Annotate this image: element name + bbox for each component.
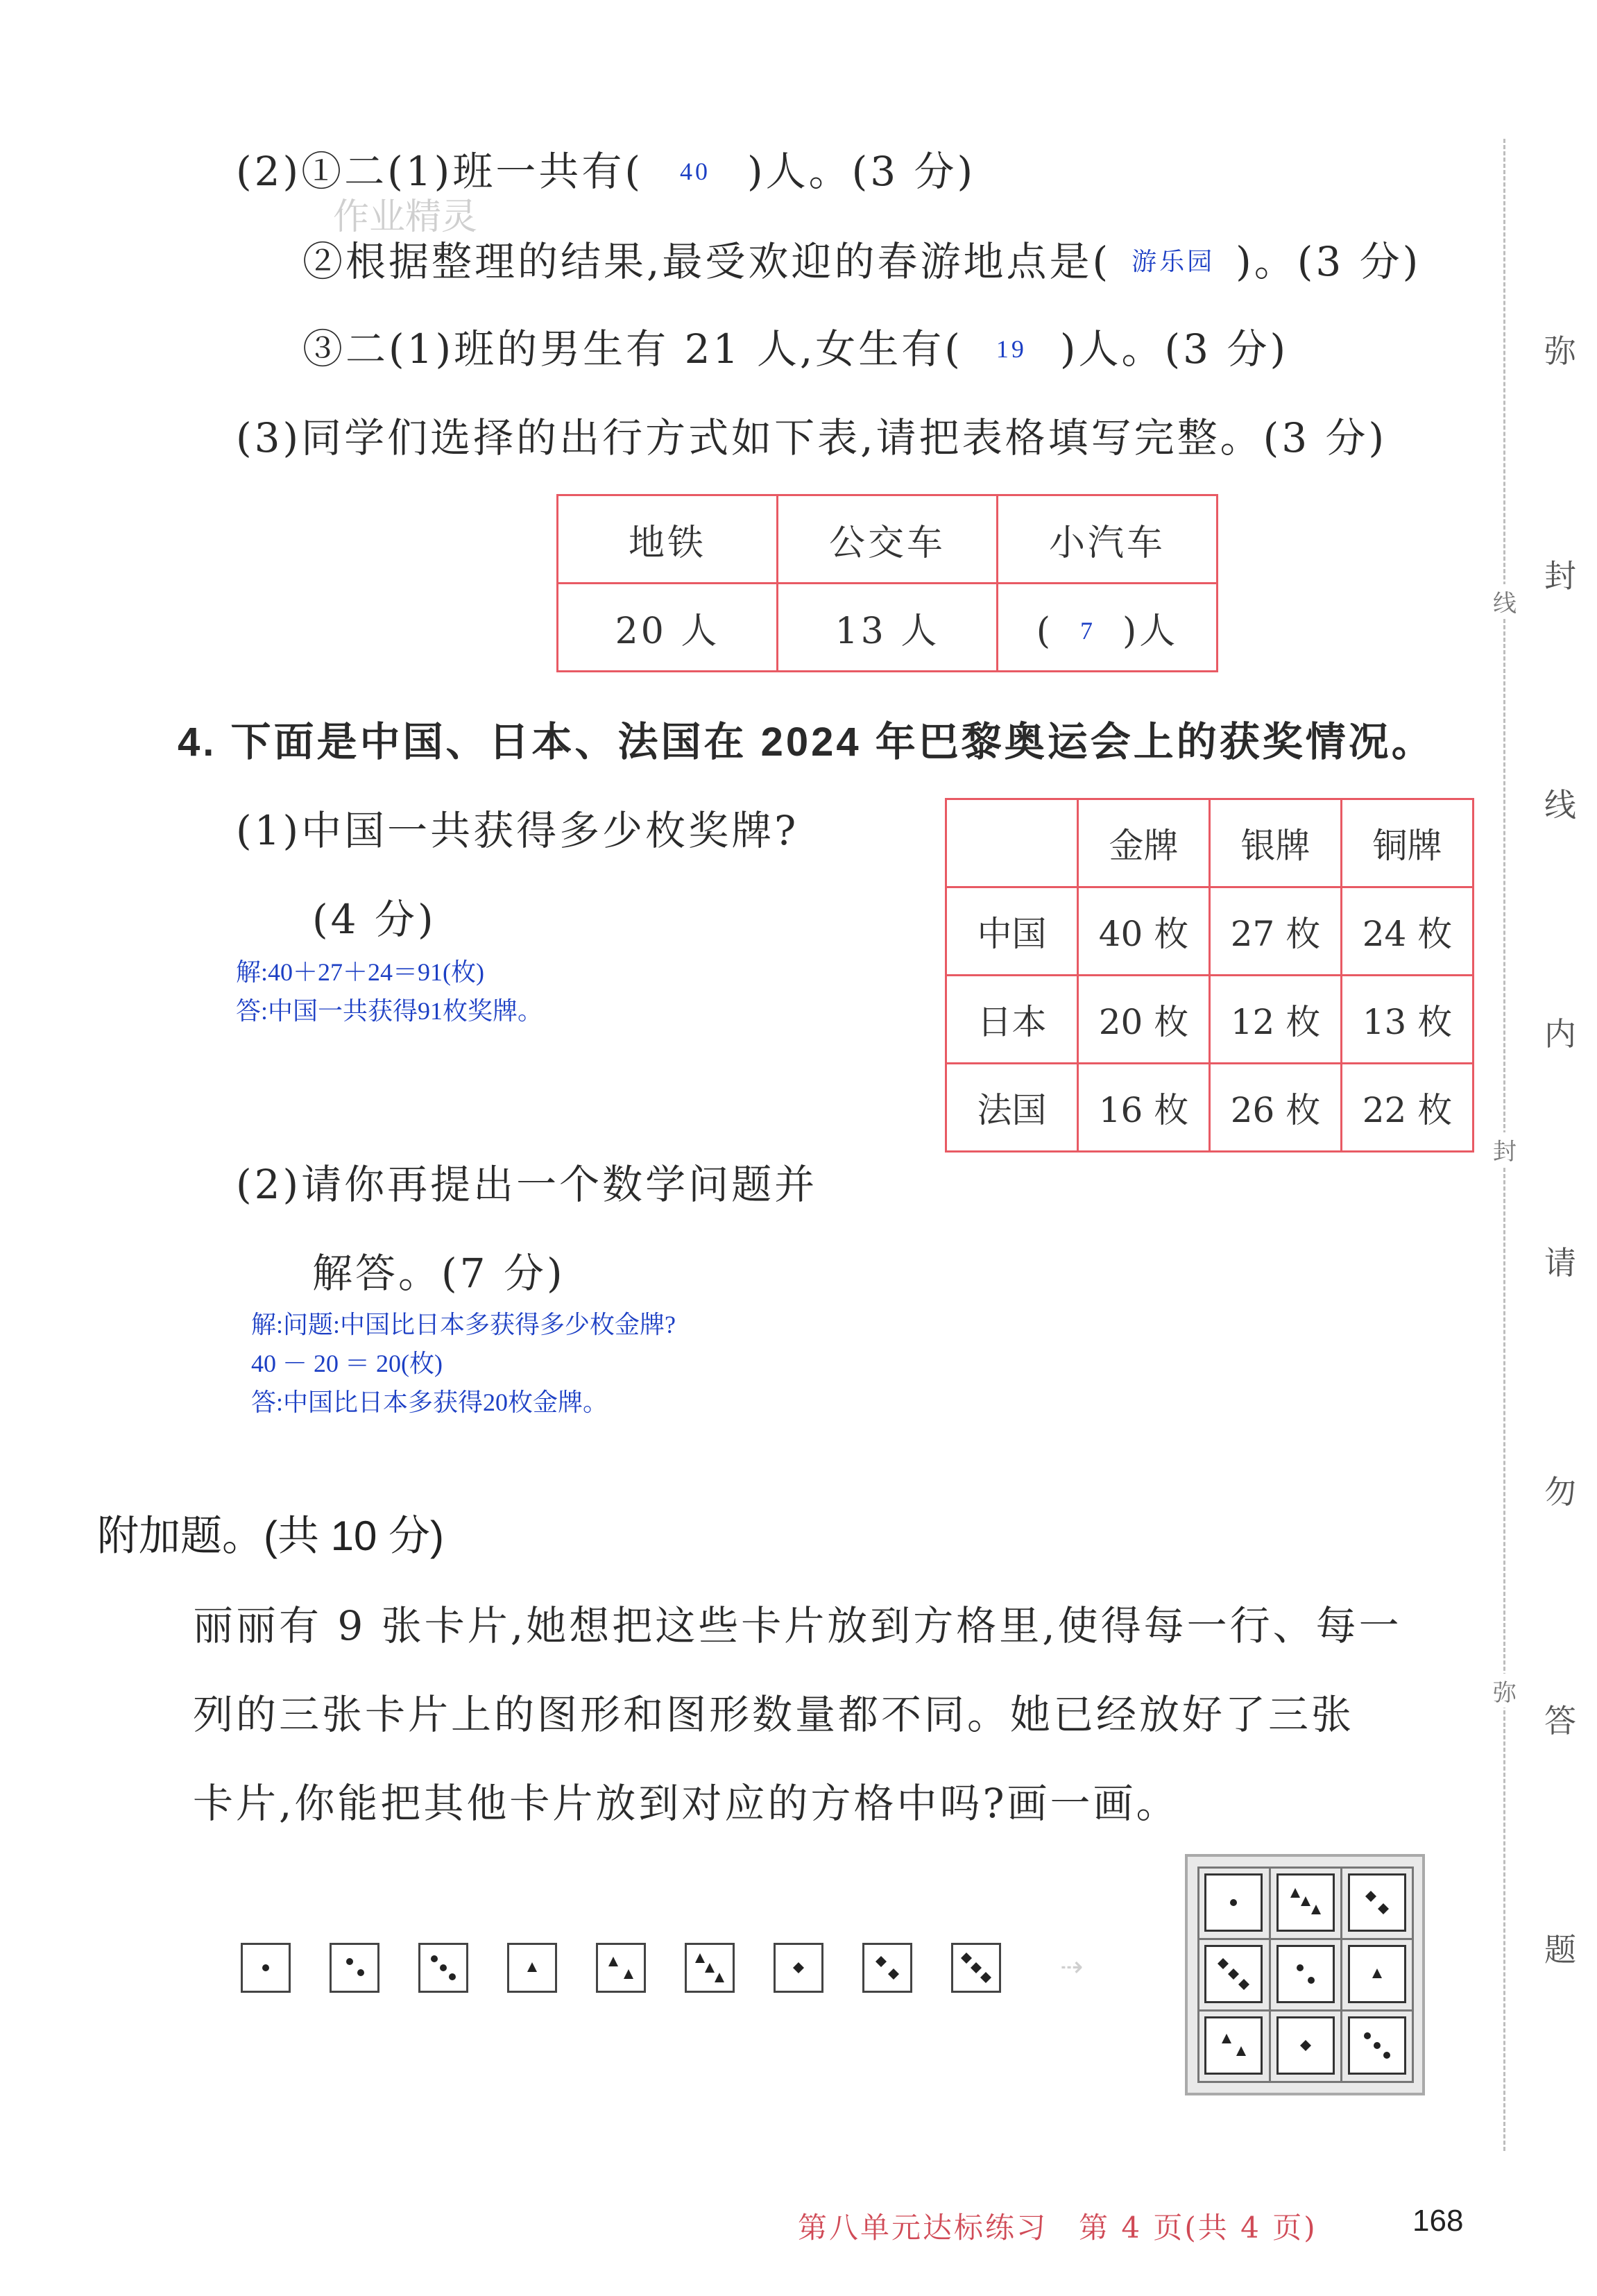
diamond-icon (953, 1945, 999, 1991)
grid-card-triangle-3 (1276, 1873, 1335, 1932)
circle-icon (1206, 1876, 1261, 1930)
binding-char: 线 (1544, 786, 1576, 824)
card-diamond-2 (862, 1943, 912, 1993)
table-cell: 16 枚 (1078, 1064, 1210, 1152)
watermark: 作业精灵 (333, 197, 478, 237)
table-cell: 22 枚 (1342, 1064, 1474, 1152)
medal-table (945, 798, 1474, 1153)
binding-char: 内 (1544, 1015, 1576, 1053)
table-header-cell: 金牌 (1078, 799, 1210, 887)
bonus-title: 附加题。(共 10 分) (97, 1513, 445, 1559)
circle-icon (420, 1945, 466, 1991)
table-header-cell: 公交车 (778, 495, 998, 584)
table-cell: 12 枚 (1210, 976, 1342, 1064)
card-circle-1 (241, 1943, 291, 1993)
table-cell: 26 枚 (1210, 1064, 1342, 1152)
bonus-text-line3: 卡片,你能把其他卡片放到对应的方格中吗?画一画。 (193, 1780, 1179, 1827)
table-cell: 法国 (946, 1064, 1078, 1152)
q4-part1-line1: (1)中国一共获得多少枚奖牌? (236, 807, 799, 854)
answer-class-total: 40 (679, 158, 710, 185)
diamond-icon (1350, 1876, 1404, 1930)
table-header-cell: 银牌 (1210, 799, 1342, 887)
card-diamond-1 (774, 1943, 823, 1993)
grid-card-diamond-2 (1348, 1873, 1406, 1932)
diamond-icon (1279, 2018, 1333, 2073)
q3-part2-item1: (2)①二(1)班一共有( 40 )人。(3 分) (236, 148, 976, 195)
binding-char: 勿 (1544, 1473, 1576, 1511)
binding-char: 答 (1544, 1702, 1576, 1740)
q4-part1-solution: 解:40＋27＋24＝91(枚) (236, 958, 484, 986)
bonus-text-line1: 丽丽有 9 张卡片,她想把这些卡片放到方格里,使得每一行、每一 (193, 1602, 1402, 1649)
table-header-cell: 地铁 (558, 495, 778, 584)
table-header-cell (946, 799, 1078, 887)
table-cell: 27 枚 (1210, 887, 1342, 976)
grid-line (1197, 1938, 1414, 1940)
triangle-icon (687, 1945, 733, 1991)
grid-card-diamond-3 (1204, 1945, 1263, 2003)
q4-part2-line2: 解答。(7 分) (312, 1250, 565, 1297)
card-triangle-3 (685, 1943, 735, 1993)
q4-part1-line2: (4 分) (312, 896, 436, 943)
grid-line (1269, 1866, 1271, 2083)
triangle-icon (1350, 1947, 1404, 2001)
diamond-icon (864, 1945, 910, 1991)
grid-line (1340, 1866, 1342, 2083)
table-cell: 日本 (946, 976, 1078, 1064)
page-number: 168 (1412, 2204, 1464, 2238)
q4-part2-solution-calc: 40 － 20 ＝ 20(枚) (251, 1350, 443, 1377)
table-cell: 13 枚 (1342, 976, 1474, 1064)
binding-char: 封 (1544, 557, 1576, 595)
triangle-icon (1279, 1876, 1333, 1930)
q4-part2-solution-question: 解:问题:中国比日本多获得多少枚金牌? (251, 1311, 676, 1338)
q4-part2-line1: (2)请你再提出一个数学问题并 (236, 1161, 818, 1208)
card-triangle-1 (507, 1943, 557, 1993)
q4-part2-solution-answer: 答:中国比日本多获得20枚金牌。 (251, 1388, 608, 1416)
q3-part3-text: (3)同学们选择的出行方式如下表,请把表格填写完整。(3 分) (236, 414, 1387, 461)
card-diamond-3 (951, 1943, 1001, 1993)
watermark-mark: ⇢ (1060, 1952, 1084, 1982)
diamond-icon (1206, 1947, 1261, 2001)
grid-card-circle-1 (1204, 1873, 1263, 1932)
grid-card-circle-3 (1348, 2016, 1406, 2075)
circle-icon (332, 1945, 377, 1991)
table-row (946, 976, 1474, 1064)
binding-char: 题 (1544, 1931, 1576, 1968)
page-footer: 第八单元达标练习 第 4 页(共 4 页) (798, 2211, 1317, 2245)
circle-icon (243, 1945, 289, 1991)
table-cell: 13 人 (778, 584, 998, 672)
table-row (946, 1064, 1474, 1152)
answer-girls-count: 19 (996, 335, 1027, 363)
q3-part2-item3: ③二(1)班的男生有 21 人,女生有( 19 )人。(3 分) (302, 325, 1289, 373)
binding-char: 请 (1544, 1244, 1576, 1282)
table-cell: 20 人 (558, 584, 778, 672)
binding-small-char: 线 (1493, 584, 1517, 618)
q4-title: 4. 下面是中国、日本、法国在 2024 年巴黎奥运会上的获奖情况。 (178, 720, 1435, 765)
table-row (946, 887, 1474, 976)
bonus-text-line2: 列的三张卡片上的图形和图形数量都不同。她已经放好了三张 (193, 1691, 1355, 1738)
triangle-icon (598, 1945, 644, 1991)
binding-small-char: 弥 (1493, 1674, 1517, 1708)
grid-line (1197, 2009, 1414, 2012)
grid-card-circle-2 (1276, 1945, 1335, 2003)
table-header-cell: 小汽车 (998, 495, 1218, 584)
table-cell: 中国 (946, 887, 1078, 976)
triangle-icon (509, 1945, 555, 1991)
binding-char: 弥 (1544, 332, 1576, 370)
q4-part1-answer: 答:中国一共获得91枚奖牌。 (236, 997, 543, 1025)
table-cell: 24 枚 (1342, 887, 1474, 976)
card-circle-3 (418, 1943, 468, 1993)
q3-part2-item2: ②根据整理的结果,最受欢迎的春游地点是( 游乐园 )。(3 分) (302, 238, 1421, 285)
card-triangle-2 (596, 1943, 646, 1993)
table-cell-answer: ( 7 )人 (998, 584, 1218, 672)
table-header-cell: 铜牌 (1342, 799, 1474, 887)
card-circle-2 (330, 1943, 379, 1993)
answer-popular-place: 游乐园 (1131, 248, 1215, 275)
circle-icon (1279, 1947, 1333, 2001)
circle-icon (1350, 2018, 1404, 2073)
table-cell: 40 枚 (1078, 887, 1210, 976)
binding-small-char: 封 (1493, 1132, 1517, 1166)
table-cell: 20 枚 (1078, 976, 1210, 1064)
answer-car-count: 7 (1080, 616, 1095, 645)
diamond-icon (776, 1945, 821, 1991)
grid-card-triangle-1 (1348, 1945, 1406, 2003)
grid-card-diamond-1 (1276, 2016, 1335, 2075)
travel-mode-table (556, 494, 1218, 672)
grid-card-triangle-2 (1204, 2016, 1263, 2075)
triangle-icon (1206, 2018, 1261, 2073)
